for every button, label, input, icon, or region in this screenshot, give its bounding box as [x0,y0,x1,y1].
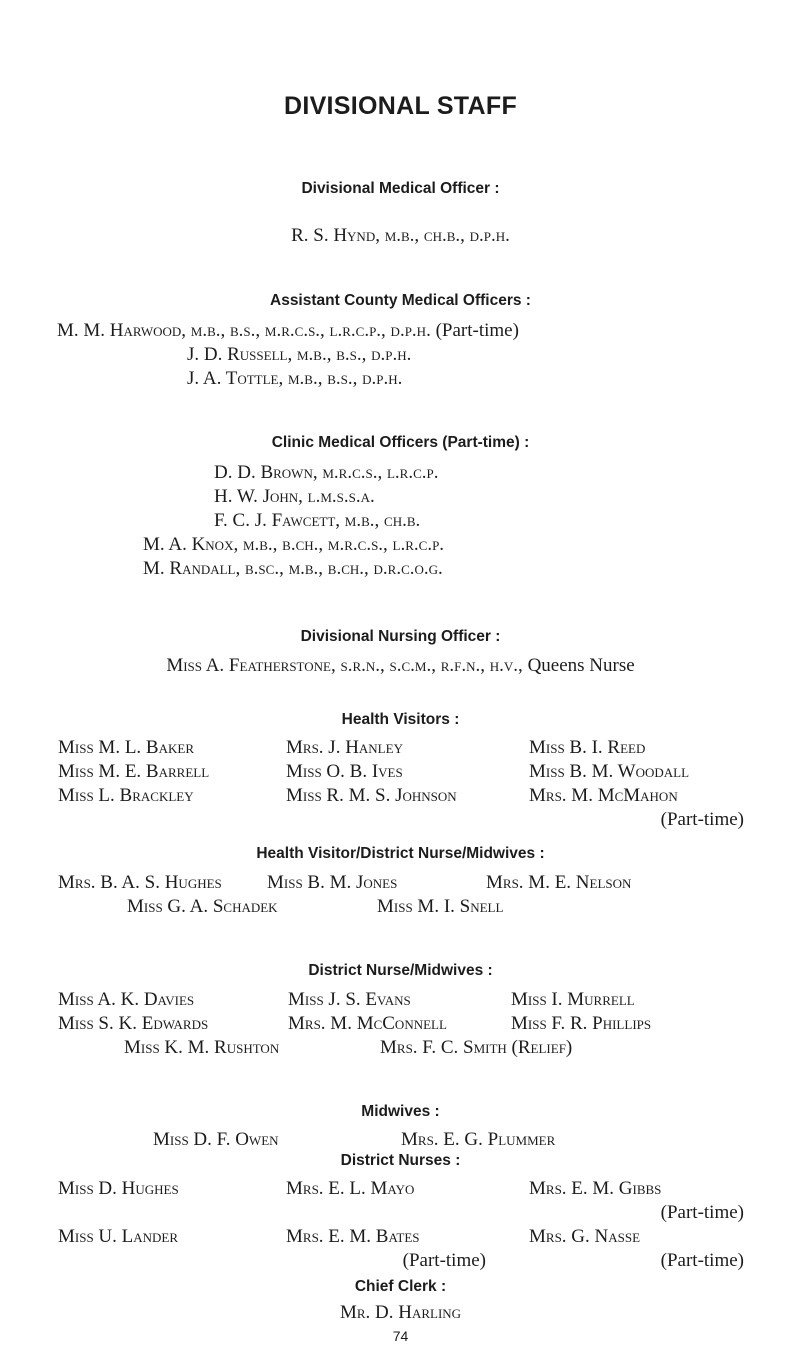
staff-name-text: M. M. Harwood, m.b., b.s., m.r.c.s., l.r.c.p., d.p.h. [57,320,431,341]
part-time-note: (Part-time) [402,1250,486,1271]
staff-name: R. S. Hynd, m.b., ch.b., d.p.h. [291,225,510,246]
staff-name: F. C. J. Fawcett, m.b., ch.b. [214,510,421,531]
staff-name: Miss B. M. Woodall [529,761,690,782]
staff-name: Mrs. M. McConnell [288,1013,447,1034]
heading-district-nurses: District Nurses : [340,1152,461,1169]
part-time-note: (Part-time) [660,1202,744,1223]
staff-name: Miss D. Hughes [58,1178,179,1199]
staff-name: Miss O. B. Ives [286,761,403,782]
staff-name [0,655,801,677]
staff-name: Miss J. S. Evans [288,989,411,1010]
staff-name: Miss D. F. Owen [153,1129,279,1150]
staff-name: Miss R. M. S. Johnson [286,785,457,806]
staff-name: Miss S. K. Edwards [58,1013,209,1034]
staff-name-text: Miss A. Featherstone, s.r.n., s.c.m., r.f.n., h.v., [166,655,523,676]
staff-name: Miss K. M. Rushton [124,1037,280,1058]
heading-divisional-medical-officer: Divisional Medical Officer : [301,180,500,197]
staff-name: Mrs. J. Hanley [286,737,403,758]
part-time-note: (Part-time) [660,809,744,830]
staff-name: Miss U. Lander [58,1226,179,1247]
staff-name: Miss M. E. Barrell [58,761,210,782]
staff-name: D. D. Brown, m.r.c.s., l.r.c.p. [214,462,439,483]
staff-name: Mrs. E. M. Gibbs [529,1178,662,1199]
staff-name: Miss M. I. Snell [377,896,504,917]
staff-name: Miss I. Murrell [511,989,635,1010]
staff-name: Miss G. A. Schadek [127,896,278,917]
staff-name: Miss L. Brackley [58,785,194,806]
staff-name: Miss A. K. Davies [58,989,195,1010]
staff-name: M. Randall, b.sc., m.b., b.ch., d.r.c.o.g. [143,558,443,579]
page-title: DIVISIONAL STAFF [283,92,518,120]
staff-name: Mrs. E. G. Plummer [401,1129,556,1150]
heading-assistant-county-medical-officers: Assistant County Medical Officers : [270,292,531,309]
staff-name: Mrs. F. C. Smith (Relief) [380,1037,573,1058]
heading-health-visitor-district-nurse-midwives: Health Visitor/District Nurse/Midwives : [256,845,545,862]
heading-clinic-medical-officers: Clinic Medical Officers (Part-time) : [271,434,530,451]
staff-name: J. D. Russell, m.b., b.s., d.p.h. [187,344,412,365]
part-time-note: (Part-time) [660,1250,744,1271]
staff-name: Mrs. E. M. Bates [286,1226,420,1247]
staff-name [57,320,519,342]
staff-name: Miss B. I. Reed [529,737,646,758]
staff-name: Mrs. B. A. S. Hughes [58,872,222,893]
staff-name: Mrs. M. McMahon [529,785,678,806]
staff-name: Mrs. M. E. Nelson [486,872,632,893]
staff-name: Miss M. L. Baker [58,737,194,758]
staff-name: H. W. John, l.m.s.s.a. [214,486,375,507]
staff-name: Mr. D. Harling [339,1302,462,1323]
page-number: 74 [392,1328,409,1344]
staff-name: Mrs. E. L. Mayo [286,1178,415,1199]
heading-midwives: Midwives : [361,1103,440,1120]
staff-name: Mrs. G. Nasse [529,1226,641,1247]
heading-chief-clerk: Chief Clerk : [354,1278,447,1295]
part-time-note: (Part-time) [435,320,519,341]
staff-name: Miss F. R. Phillips [511,1013,652,1034]
qualification-note: Queens Nurse [527,655,635,676]
staff-name: Miss B. M. Jones [267,872,398,893]
staff-name: M. A. Knox, m.b., b.ch., m.r.c.s., l.r.c.p. [143,534,445,555]
staff-name: J. A. Tottle, m.b., b.s., d.p.h. [187,368,403,389]
heading-health-visitors: Health Visitors : [341,711,460,728]
heading-divisional-nursing-officer: Divisional Nursing Officer : [300,628,501,645]
heading-district-nurse-midwives: District Nurse/Midwives : [308,962,493,979]
